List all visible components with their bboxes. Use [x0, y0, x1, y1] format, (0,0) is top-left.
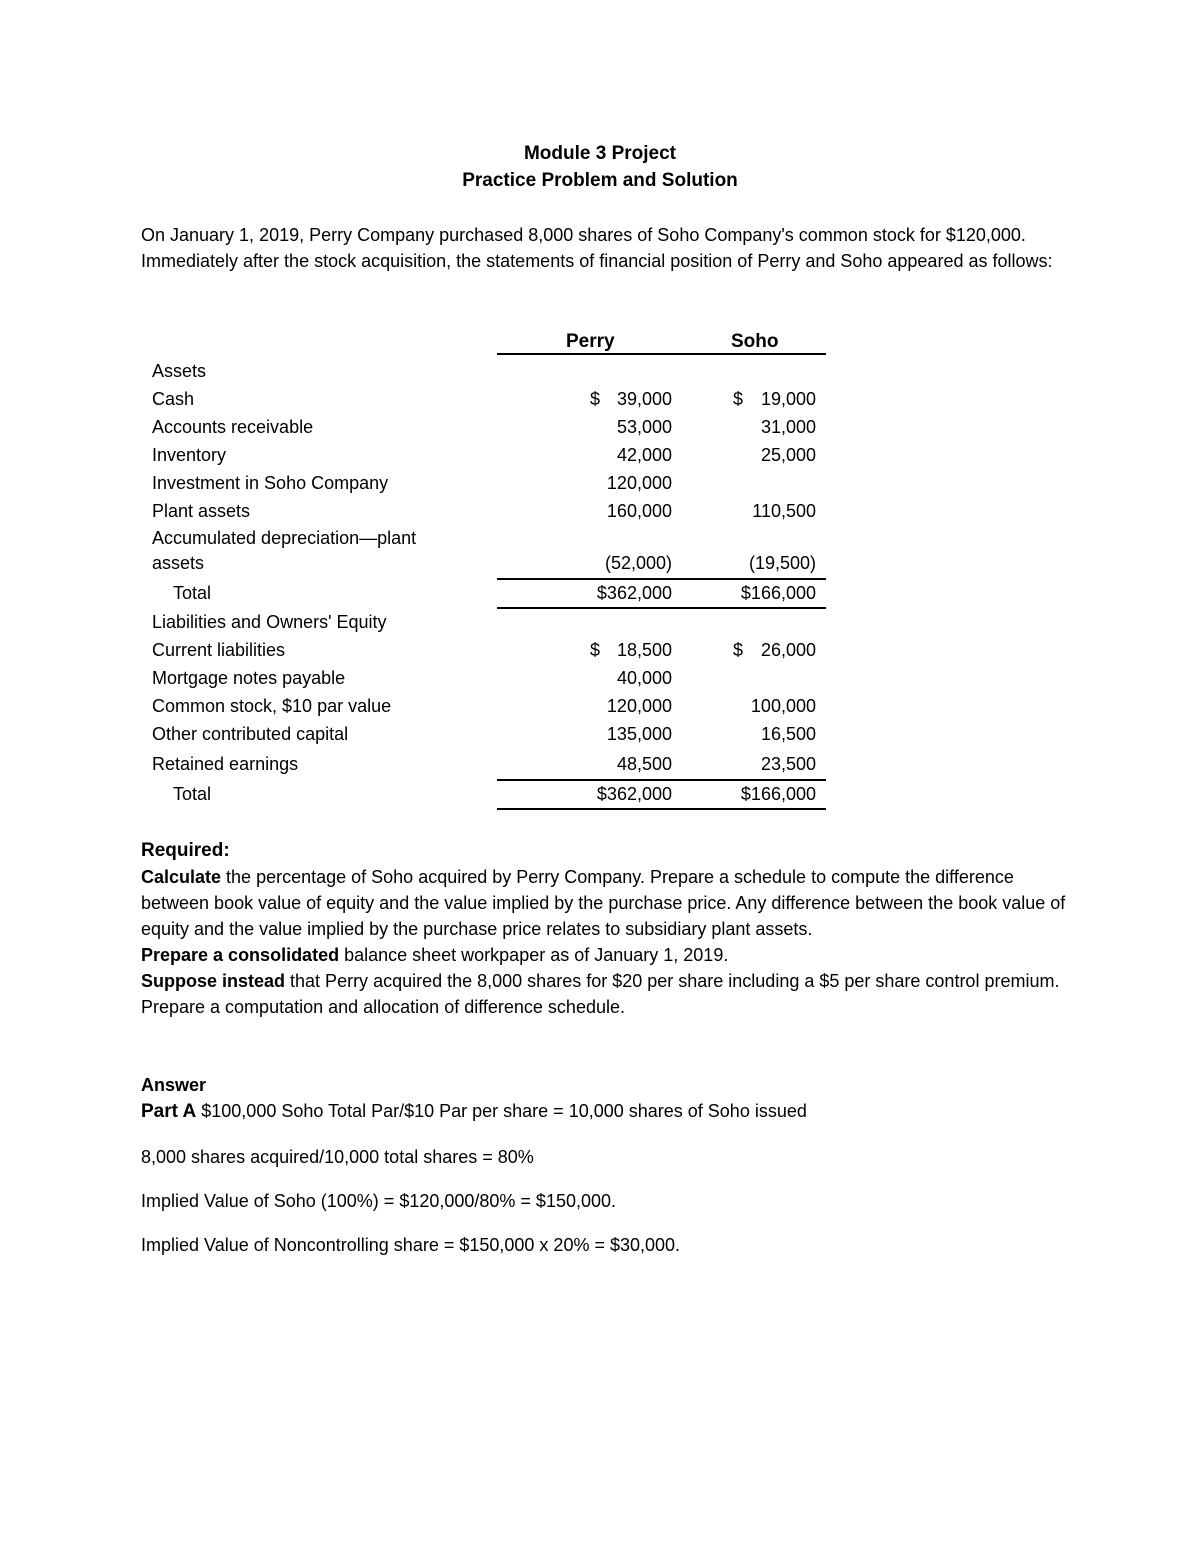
- row-label: Plant assets: [152, 501, 251, 521]
- row-label: Accounts receivable: [152, 417, 314, 437]
- row-label: Mortgage notes payable: [152, 668, 346, 688]
- table-row: Investment in Soho Company 120,000: [152, 473, 672, 493]
- row-label: Cash: [152, 389, 195, 409]
- row-label: Inventory: [152, 445, 227, 465]
- table-row: Retained earnings 48,500 23,500: [152, 754, 816, 774]
- required-item-1: Calculate the percentage of Soho acquired by Perry Company. Prepare a schedule to compute the difference between book value of equity and the value implied by the purchase price. Any difference between the book value of equity and the value implied by the purchase price relates to subsidiary plant assets.: [141, 867, 1066, 939]
- table-row: [0, 361, 1200, 387]
- answer-line: Implied Value of Noncontrolling share = $150,000 x 20% = $30,000.: [141, 1235, 681, 1255]
- row-label: Current liabilities: [152, 640, 286, 660]
- table-row: assets (52,000) (19,500): [152, 553, 816, 573]
- table-row: Cash $ 39,000 $ 19,000: [152, 389, 816, 409]
- row-label: Liabilities and Owners' Equity: [152, 612, 387, 632]
- required-section: [141, 838, 1071, 1020]
- document-title: Module 3 Project: [523, 143, 677, 164]
- table-row: Mortgage notes payable 40,000: [152, 668, 672, 688]
- table-row: [0, 612, 1200, 638]
- answer-part-a: Part A $100,000 Soho Total Par/$10 Par per share = 10,000 shares of Soho issued: [141, 1101, 807, 1122]
- answer-line: 8,000 shares acquired/10,000 total shares = 80%: [141, 1147, 534, 1167]
- table-row: Total $362,000 $166,000: [173, 583, 816, 603]
- row-label: Other contributed capital: [152, 724, 349, 744]
- row-label: Retained earnings: [152, 754, 299, 774]
- row-label: Total: [173, 583, 212, 603]
- row-label: Investment in Soho Company: [152, 473, 389, 493]
- table-row: [0, 528, 1200, 554]
- row-label: Total: [173, 784, 212, 804]
- row-label: Common stock, $10 par value: [152, 696, 392, 716]
- table-row: Current liabilities $ 18,500 $ 26,000: [152, 640, 816, 660]
- column-header-soho: Soho: [731, 331, 779, 352]
- answer-heading: Answer: [141, 1075, 207, 1095]
- table-row: Inventory 42,000 25,000: [152, 445, 816, 465]
- subtotal-rule: [497, 779, 826, 781]
- total-rule: [497, 808, 826, 810]
- column-header-perry: Perry: [566, 331, 615, 352]
- total-rule: [497, 607, 826, 609]
- intro-paragraph: On January 1, 2019, Perry Company purchased 8,000 shares of Soho Company's common stock for $120,000. Immediately after the stock acquisition, the statements of financial position of Perry and Soho appeared as follows:: [141, 225, 1053, 271]
- answer-line: Implied Value of Soho (100%) = $120,000/80% = $150,000.: [141, 1191, 617, 1211]
- row-label: Assets: [152, 361, 207, 381]
- required-heading: Required:: [141, 840, 230, 861]
- table-row: Other contributed capital 135,000 16,500: [152, 724, 816, 744]
- row-label: Accumulated depreciation—plant: [152, 528, 417, 548]
- table-row: Common stock, $10 par value 120,000 100,000: [152, 696, 816, 716]
- required-item-3: Suppose instead that Perry acquired the 8,000 shares for $20 per share including a $5 per share control premium. Prepare a computation and allocation of difference schedule.: [141, 971, 1060, 1017]
- table-row: Accounts receivable 53,000 31,000: [152, 417, 816, 437]
- table-row: Plant assets 160,000 110,500: [152, 501, 816, 521]
- header-underline: [497, 353, 826, 355]
- required-item-2: Prepare a consolidated balance sheet workpaper as of January 1, 2019.: [141, 945, 729, 965]
- row-label: assets: [152, 553, 205, 573]
- document-subtitle: Practice Problem and Solution: [462, 170, 738, 191]
- subtotal-rule: [497, 578, 826, 580]
- table-row: Total $362,000 $166,000: [173, 784, 816, 804]
